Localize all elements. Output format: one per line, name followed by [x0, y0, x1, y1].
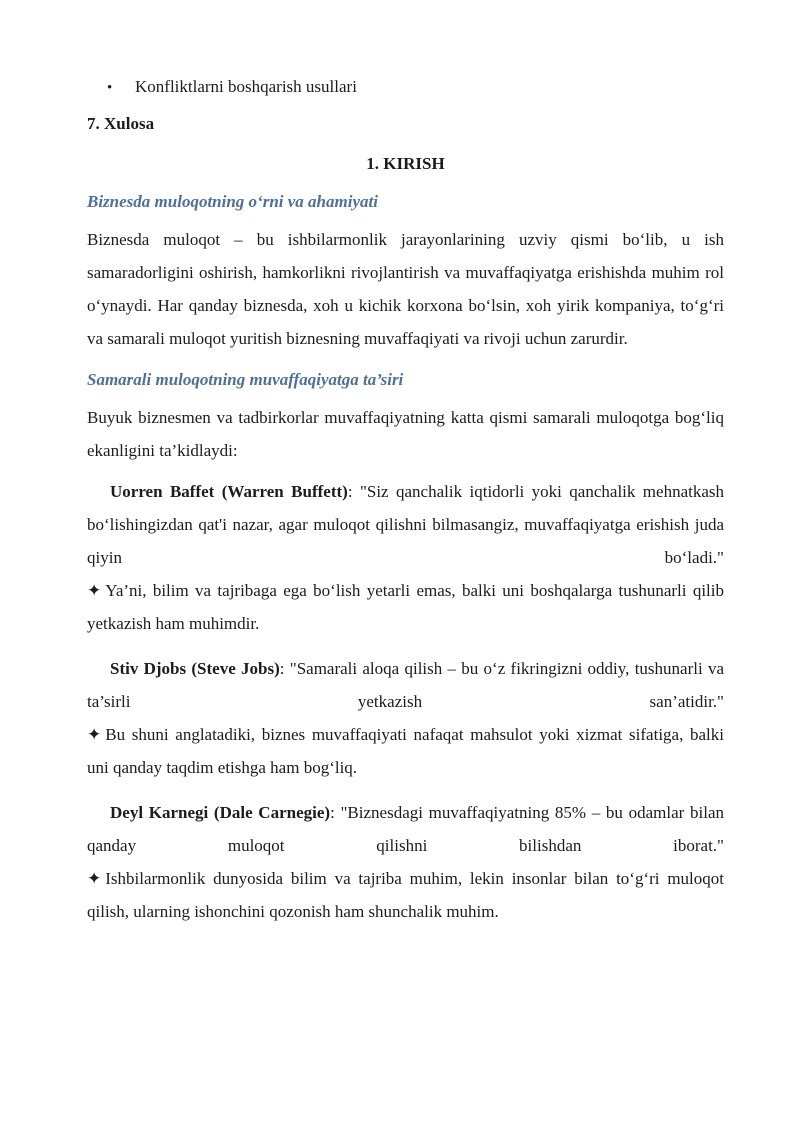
subsection-paragraph-1: Biznesda muloqot – bu ishbilarmonlik jarayonlarining uzviy qismi bo‘lib, u ish samaradorligini oshirish, hamkorlikni rivojlantirish va muvaffaqiyatga erishishda muhim rol o‘ynaydi. Har qanday biznesda, xoh u kichik korxona bo‘lsin, xoh yirik kompaniya, to‘g‘ri va samarali muloqot yuritish biznesning muvaffaqiyati va rivoji uchun zarurdir.	[87, 230, 724, 348]
quote-note-1	[87, 574, 724, 640]
subsection-intro-2: Buyuk biznesmen va tadbirkorlar muvaffaqiyatning katta qismi samarali muloqotga bog‘liq ekanligini ta’kidlaydi:	[87, 408, 724, 460]
sparkle-icon: ✦	[87, 869, 102, 888]
quote-author-1: Uorren Baffet (Warren Buffett)	[110, 482, 348, 501]
quote-text-2: : "Samarali aloqa qilish – bu o‘z fikringizni oddiy, tushunarli va ta’sirli yetkazish san’atidir."	[87, 659, 725, 711]
subsection-heading-2: Samarali muloqotning muvaffaqiyatga ta’siri	[87, 370, 404, 389]
document-page	[87, 70, 724, 940]
quote-note-text-3: Ishbilarmonlik dunyosida bilim va tajriba muhim, lekin insonlar bilan to‘g‘ri muloqot qilish, ularning ishonchini qozonish ham shunchalik muhim.	[87, 869, 724, 921]
subsection-heading-1: Biznesda muloqotning o‘rni va ahamiyati	[87, 192, 378, 211]
quote-author-3: Deyl Karnegi (Dale Carnegie)	[110, 803, 331, 822]
quote-author-2: Stiv Djobs (Steve Jobs)	[110, 659, 280, 678]
quote-paragraph-1	[87, 475, 724, 574]
quote-note-2	[87, 718, 724, 784]
quote-text-1: : "Siz qanchalik iqtidorli yoki qanchalik mehnatkash bo‘lishingizdan qat'i nazar, agar muloqot qilishni bilmasangiz, muvaffaqiyatga erishish juda qiyin bo‘ladi."	[87, 482, 724, 567]
quote-note-text-2: Bu shuni anglatadiki, biznes muvaffaqiyati nafaqat mahsulot yoki xizmat sifatiga, balki uni qanday taqdim etishga ham bog‘liq.	[87, 725, 724, 777]
quote-paragraph-2	[87, 652, 724, 718]
quote-note-3	[87, 862, 724, 928]
toc-bullet-item	[107, 70, 724, 105]
quote-paragraph-3	[87, 796, 724, 862]
quote-note-text-1: Ya’ni, bilim va tajribaga ega bo‘lish yetarli emas, balki uni boshqalarga tushunarli qilib yetkazish ham muhimdir.	[87, 581, 724, 633]
sparkle-icon: ✦	[87, 581, 102, 600]
section-title: 1. KIRISH	[366, 154, 445, 173]
toc-conclusion-heading: 7. Xulosa	[87, 114, 155, 133]
toc-bullet-text: Konfliktlarni boshqarish usullari	[135, 77, 357, 96]
sparkle-icon: ✦	[87, 725, 102, 744]
quote-text-3: : "Biznesdagi muvaffaqiyatning 85% – bu odamlar bilan qanday muloqot qilishni bilishdan iborat."	[87, 803, 724, 855]
bullet-icon: •	[107, 80, 113, 96]
